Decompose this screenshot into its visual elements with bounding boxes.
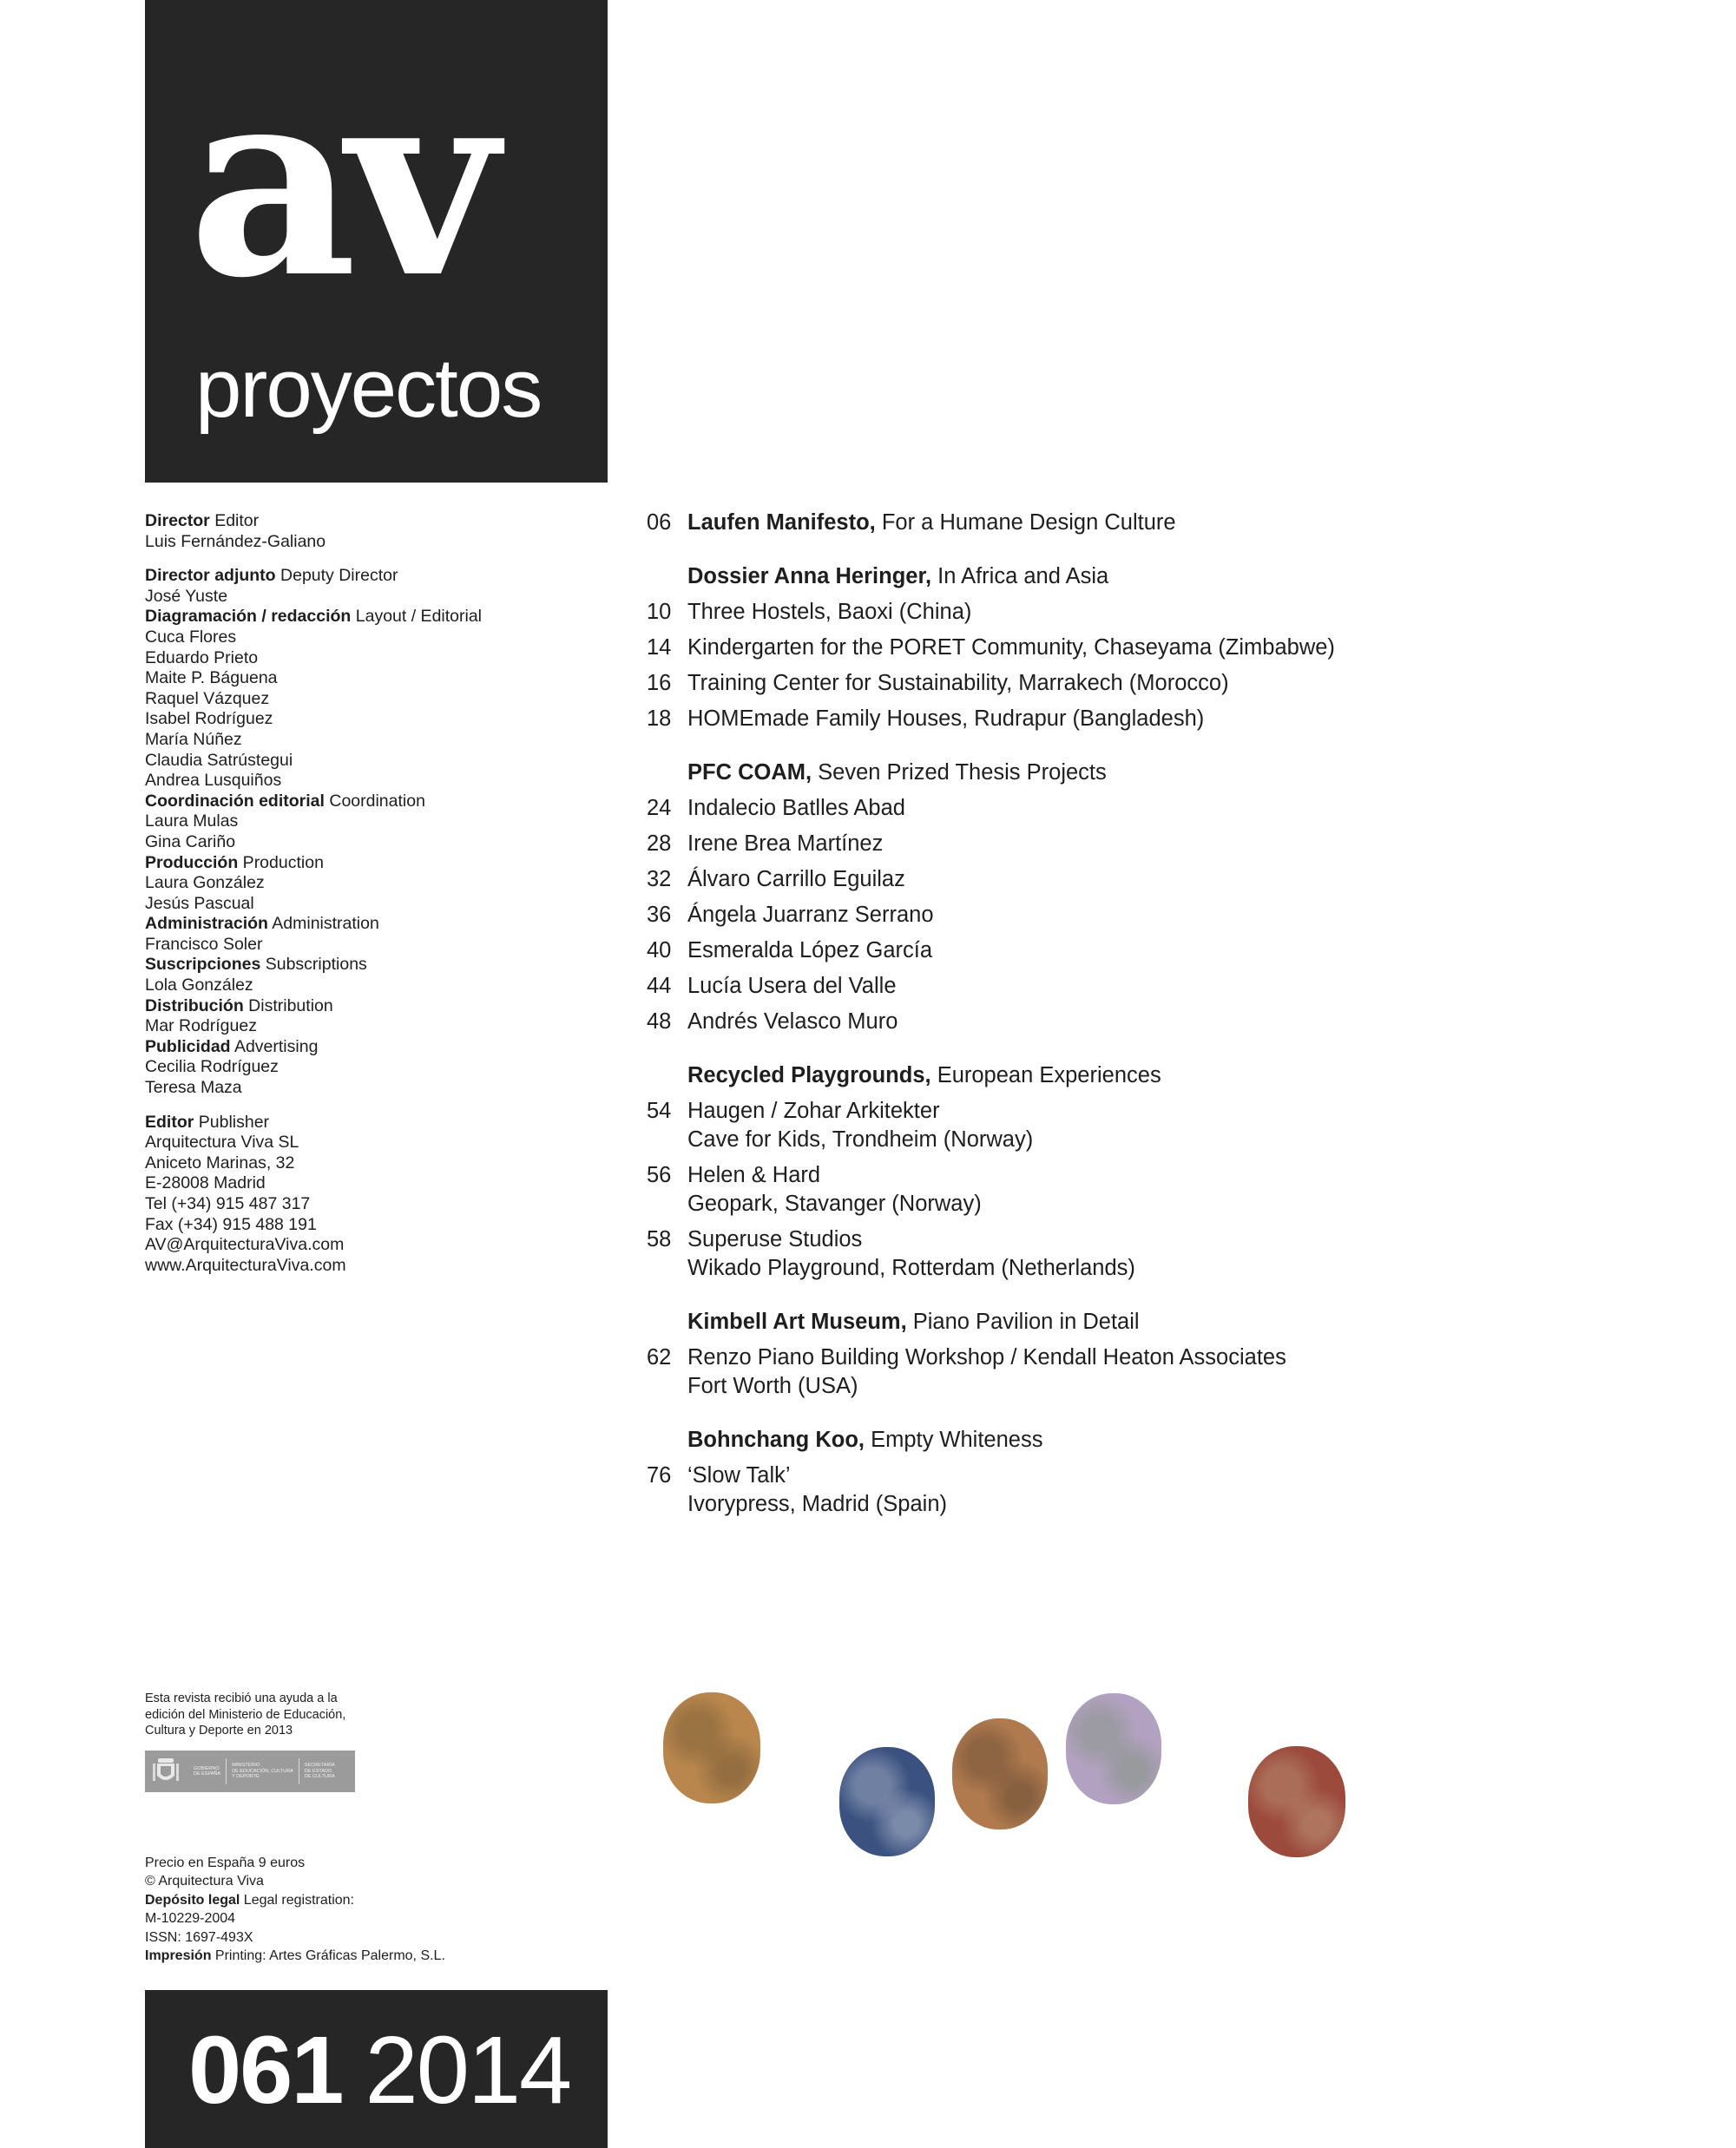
masthead-role-sub: Coordination [324,791,425,811]
toc-page-number: 76 [647,1463,672,1488]
legal-text: M-10229-2004 [145,1911,236,1927]
toc-section-heading [647,1061,1688,1090]
masthead-role-title: Coordinación editorial [145,791,325,811]
table-of-contents [647,509,1688,1526]
government-logo-line: DE ESTADO [304,1768,332,1774]
masthead-role [145,853,579,874]
legal-label: Depósito legal [145,1892,244,1908]
toc-item-text [687,1008,1688,1036]
toc-item [647,865,1688,894]
toc-item-text [687,705,1688,733]
masthead-role [145,607,579,627]
masthead-name: Laura Mulas [145,811,239,831]
toc-item [647,1462,1688,1519]
masthead-role-title: Distribución [145,995,244,1015]
masthead-role-title: Publicidad [145,1036,231,1056]
masthead-role-sub: Advertising [230,1036,319,1056]
masthead-role-title: Director adjunto [145,566,276,586]
masthead-role-sub: Layout / Editorial [351,607,483,627]
legal-text: Precio en España 9 euros [145,1856,306,1870]
toc-section-subtitle: In Africa and Asia [931,564,1109,588]
toc-item-text [687,598,1688,627]
toc-item-line: Renzo Piano Building Workshop / Kendall Heaton Associates [687,1345,1286,1370]
masthead-name: Cuca Flores [145,627,237,647]
masthead-role-title: Director [145,511,210,530]
masthead-role-title: Producción [145,852,239,872]
masthead-role-title: Diagramación / redacción [145,607,352,627]
toc-item [647,936,1688,965]
thumbnail-lilac-pattern-tile [1066,1693,1161,1804]
toc-gap [647,740,1688,759]
masthead-name: Arquitectura Viva SL [145,1133,299,1153]
masthead-role-title: Administración [145,914,268,934]
toc-item-line: Training Center for Sustainability, Marrakech (Morocco) [687,671,1229,695]
toc-item [647,830,1688,858]
masthead-name: José Yuste [145,586,228,606]
government-logo-line: DE CULTURA [304,1774,335,1780]
toc-item-line: Three Hostels, Baoxi (China) [687,600,972,624]
toc-item-line: Lucía Usera del Valle [687,974,897,998]
thumbnail-ochre-bird-painting [663,1692,760,1803]
masthead-name: Luis Fernández-Galiano [145,531,326,551]
thumbnail-autumn-branch-painting [952,1718,1048,1829]
masthead-role-sub: Distribution [243,995,333,1015]
government-logo-line: Y DEPORTE [232,1774,260,1780]
toc-page-number: 16 [647,671,672,695]
toc-item-subtitle: For a Humane Design Culture [875,510,1176,535]
toc-item-line: Esmeralda López García [687,938,933,962]
toc-item [647,705,1688,733]
toc-gap [647,544,1688,562]
masthead-role-sub: Deputy Director [275,566,398,586]
government-logo-line: DE ESPAÑA [194,1771,221,1777]
issue-year: 2014 [365,2017,571,2124]
masthead-name: Lola González [145,975,253,995]
issue-number: 061 [188,2017,343,2124]
masthead-role [145,1037,579,1058]
toc-item [647,901,1688,929]
toc-item [647,509,1688,537]
toc-page-number: 10 [647,600,672,624]
legal-label: Impresión [145,1948,215,1964]
toc-section-title: Dossier Anna Heringer, [687,564,932,588]
masthead-role-sub: Administration [267,914,379,934]
toc-section-subtitle: European Experiences [930,1063,1161,1087]
legal-line [145,1872,579,1890]
toc-item-text [687,1225,1688,1283]
toc-page-number: 54 [647,1099,672,1123]
coat-of-arms-icon [150,1755,181,1788]
magazine-logo [145,0,608,483]
toc-item [647,972,1688,1001]
masthead-role-sub: Production [238,852,324,872]
toc-item [647,1225,1688,1283]
masthead-name: Gina Cariño [145,831,236,851]
grant-line: Cultura y Deporte en 2013 [145,1724,293,1738]
toc-item-text [687,1161,1688,1219]
toc-section-subtitle: Piano Pavilion in Detail [906,1310,1140,1334]
legal-line [145,1947,579,1965]
toc-item [647,1161,1688,1219]
toc-section-heading [647,759,1688,787]
thumbnail-rust-red-surface [1248,1746,1345,1857]
toc-item-line: Cave for Kids, Trondheim (Norway) [687,1127,1034,1152]
toc-section-title: Kimbell Art Museum, [687,1310,907,1334]
masthead-name: Jesús Pascual [145,893,254,913]
toc-item [647,1008,1688,1036]
toc-item-text [687,936,1688,965]
toc-item-text [687,794,1688,823]
masthead-role [145,955,579,975]
masthead-name: Andrea Lusquiños [145,771,282,791]
masthead-name: Cecilia Rodríguez [145,1057,279,1077]
toc-item-text [687,509,1688,537]
masthead-name: Isabel Rodríguez [145,709,273,729]
toc-item [647,1097,1688,1154]
masthead-role [145,511,579,532]
toc-gap [647,1290,1688,1308]
toc-section-subtitle: Empty Whiteness [864,1428,1043,1452]
toc-item-text [687,865,1688,894]
toc-page-number: 48 [647,1009,672,1034]
legal-text: ISSN: 1697-493X [145,1929,253,1945]
toc-item-line: Álvaro Carrillo Eguilaz [687,867,905,891]
government-logo-col1 [188,1758,226,1784]
toc-item-text [687,1462,1688,1519]
toc-page-number: 40 [647,938,672,962]
toc-section-subtitle: Seven Prized Thesis Projects [812,760,1107,785]
government-logo-line: MINISTERIO [232,1763,260,1769]
government-logo [145,1751,355,1792]
toc-page-number: 14 [647,635,672,660]
toc-item-text [687,1097,1688,1154]
masthead [145,511,579,1276]
toc-item-line: Superuse Studios [687,1227,863,1251]
legal-text: © Arquitectura Viva [145,1874,264,1889]
government-logo-col2 [226,1758,299,1784]
masthead-name: AV@ArquitecturaViva.com [145,1235,345,1255]
legal-line [145,1928,579,1947]
toc-section-title: PFC COAM, [687,760,812,785]
masthead-role [145,792,579,812]
toc-item-text [687,634,1688,662]
toc-gap [647,1043,1688,1061]
toc-item-line: Irene Brea Martínez [687,831,884,856]
grant-line: Esta revista recibió una ayuda a la [145,1691,338,1705]
masthead-name: Eduardo Prieto [145,647,259,667]
masthead-name: E-28008 Madrid [145,1173,266,1193]
toc-item-text [687,972,1688,1001]
toc-page-number: 56 [647,1163,672,1187]
thumbnail-blue-white-porcelain [839,1747,935,1856]
toc-item [647,634,1688,662]
masthead-role-title: Suscripciones [145,955,261,975]
masthead-role [145,914,579,935]
masthead-role-title: Editor [145,1112,194,1132]
toc-page-number: 36 [647,903,672,927]
masthead-name: Teresa Maza [145,1078,242,1098]
masthead-role-sub: Editor [209,511,260,530]
legal-line [145,1909,579,1928]
grant-line: edición del Ministerio de Educación, [145,1707,346,1722]
masthead-name: Maite P. Báguena [145,668,278,688]
toc-page-number: 06 [647,510,672,535]
legal-info [145,1854,579,1965]
toc-item [647,794,1688,823]
masthead-role [145,996,579,1017]
toc-item-line: Wikado Playground, Rotterdam (Netherlands) [687,1256,1135,1280]
toc-item-line: Geopark, Stavanger (Norway) [687,1192,982,1216]
masthead-name: María Núñez [145,729,242,749]
toc-section-heading [647,562,1688,591]
legal-line [145,1854,579,1872]
toc-page-number: 18 [647,706,672,731]
masthead-name: Aniceto Marinas, 32 [145,1153,295,1173]
toc-item-text [687,830,1688,858]
toc-item-line: Kindergarten for the PORET Community, Chaseyama (Zimbabwe) [687,635,1335,660]
masthead-name: Raquel Vázquez [145,688,270,708]
government-logo-line: DE EDUCACIÓN, CULTURA [232,1768,293,1774]
toc-page-number: 58 [647,1227,672,1251]
toc-item-line: Ivorypress, Madrid (Spain) [687,1492,948,1516]
toc-item-line: Andrés Velasco Muro [687,1009,898,1034]
masthead-name: Tel (+34) 915 487 317 [145,1194,311,1213]
toc-item-line: ‘Slow Talk’ [687,1463,791,1488]
toc-page-number: 28 [647,831,672,856]
government-logo-line: SECRETARÍA [304,1763,335,1769]
toc-item-line: Haugen / Zohar Arkitekter [687,1099,940,1123]
toc-section-title: Recycled Playgrounds, [687,1063,931,1087]
toc-page-number: 32 [647,867,672,891]
masthead-name: Laura González [145,873,265,893]
toc-item-title: Laufen Manifesto, [687,510,876,535]
legal-line [145,1891,579,1909]
toc-page-number: 24 [647,796,672,820]
logo-proyectos: proyectos [195,342,542,435]
masthead-name: Claudia Satrústegui [145,750,293,770]
toc-page-number: 44 [647,974,672,998]
masthead-name: Francisco Soler [145,934,263,954]
toc-section-heading [647,1308,1688,1337]
government-logo-line: GOBIERNO [194,1765,220,1771]
toc-item [647,598,1688,627]
toc-item [647,669,1688,698]
toc-section-heading [647,1426,1688,1455]
masthead-role [145,566,579,587]
toc-item-line: Helen & Hard [687,1163,821,1187]
toc-item-text [687,669,1688,698]
toc-item-line: Ángela Juarranz Serrano [687,903,934,927]
masthead-role-sub: Publisher [194,1112,270,1132]
masthead-name: Mar Rodríguez [145,1016,257,1036]
logo-av: av [188,29,488,335]
issue-block [145,1990,608,2148]
legal-text: Legal registration: [243,1892,354,1908]
issue-label [188,2017,571,2124]
toc-item [647,1343,1688,1401]
toc-item-line: HOMEmade Family Houses, Rudrapur (Bangladesh) [687,706,1205,731]
toc-item-line: Indalecio Batlles Abad [687,796,905,820]
toc-item-text [687,1343,1688,1401]
toc-gap [647,1408,1688,1426]
legal-text: Printing: Artes Gráficas Palermo, S.L. [214,1948,445,1964]
toc-page-number: 62 [647,1345,672,1370]
masthead-role [145,1113,579,1133]
toc-section-title: Bohnchang Koo, [687,1428,865,1452]
government-logo-col3 [299,1758,340,1784]
masthead-name: www.ArquitecturaViva.com [145,1255,346,1275]
masthead-role-sub: Subscriptions [260,955,367,975]
toc-item-line: Fort Worth (USA) [687,1374,858,1398]
grant-notice [145,1691,388,1739]
toc-item-text [687,901,1688,929]
masthead-name: Fax (+34) 915 488 191 [145,1214,317,1234]
